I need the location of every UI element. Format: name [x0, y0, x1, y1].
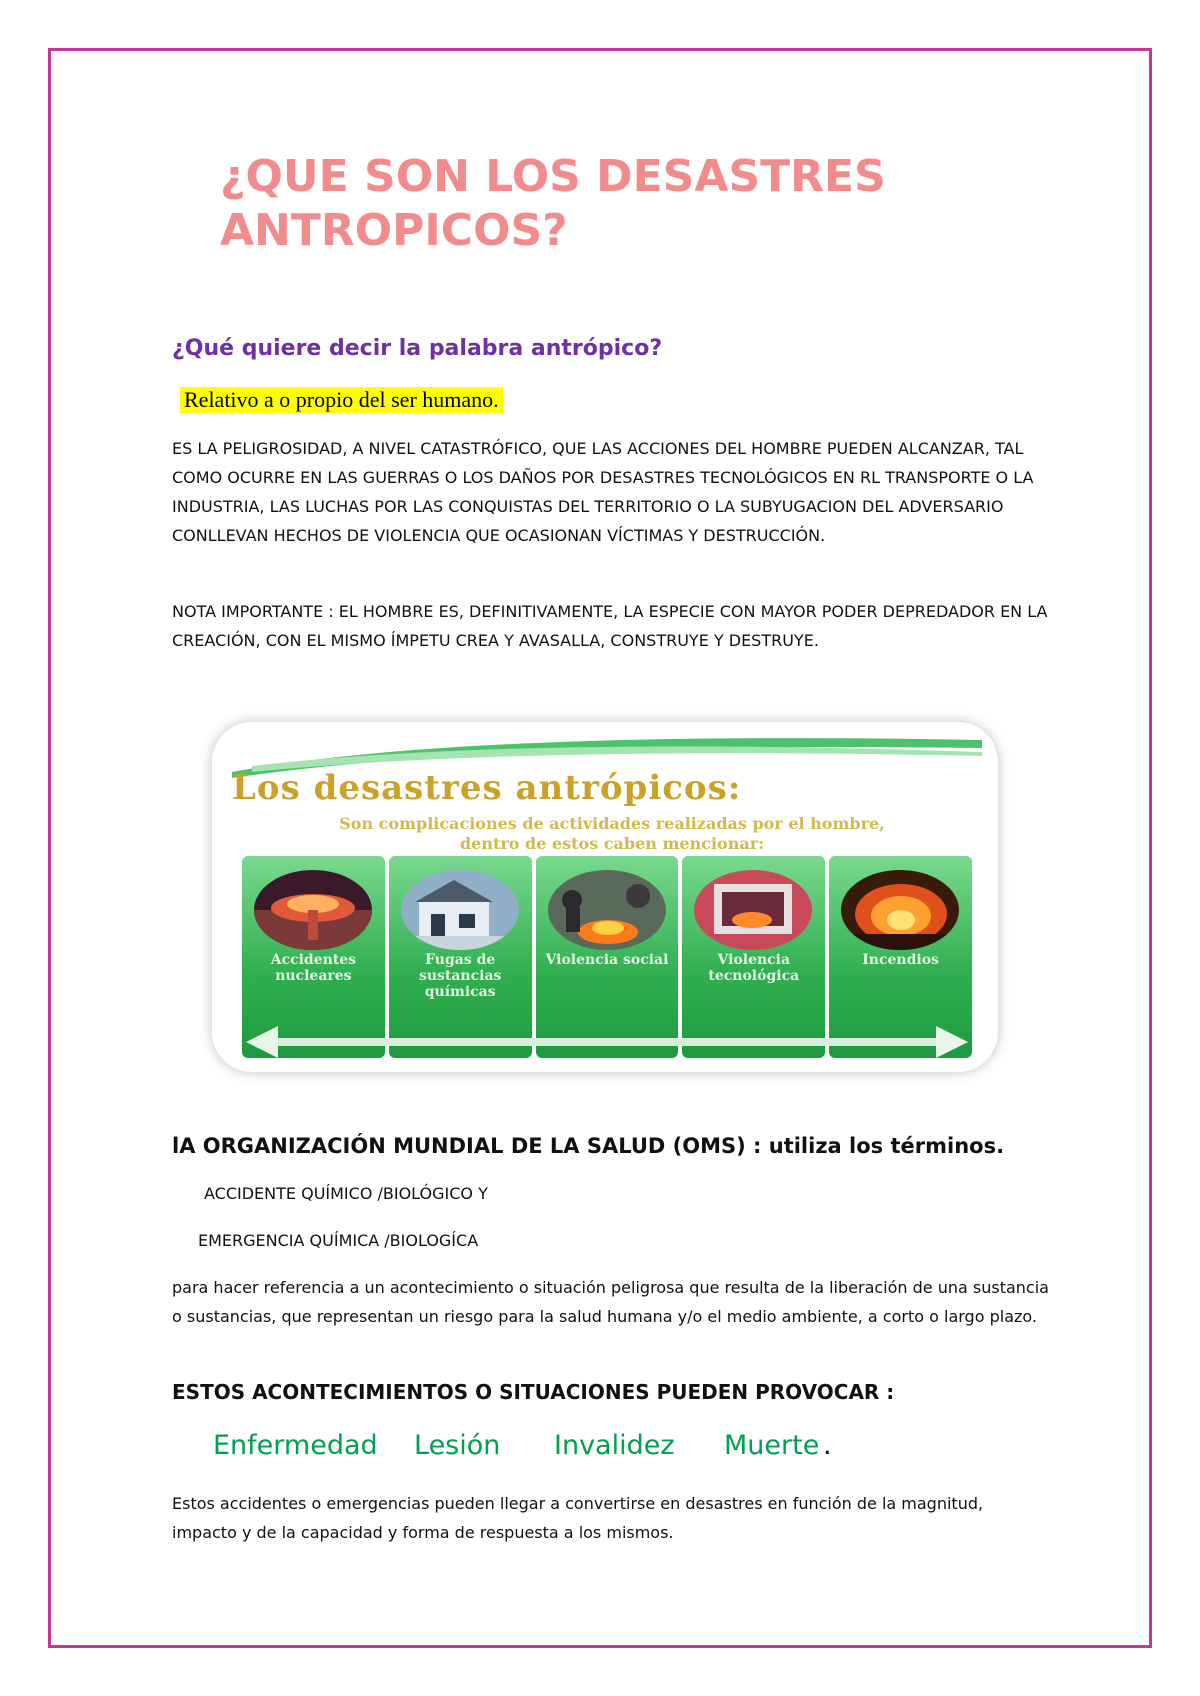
paragraph-nota-importante: NOTA IMPORTANTE : EL HOMBRE ES, DEFINITIVAMENTE, LA ESPECIE CON MAYOR PODER DEPREDADOR EN LA CREACIÓN, CON EL MISMO ÍMPETU CREA Y AVASALLA, CONSTRUYE Y DESTRUYE. [172, 602, 1048, 650]
term-emergencia: EMERGENCIA QUÍMICA /BIOLOGÍCA [198, 1231, 479, 1250]
panel-label: Incendios [862, 952, 939, 968]
nuclear-explosion-image [254, 870, 372, 950]
effects-period: . [823, 1430, 832, 1461]
social-violence-image [548, 870, 666, 950]
panel-label: Violencia social [545, 952, 669, 968]
provocar-heading: ESTOS ACONTECIMIENTOS O SITUACIONES PUEDEN PROVOCAR : [172, 1380, 895, 1404]
effect-enfermedad: Enfermedad [213, 1430, 378, 1461]
tech-violence-image [694, 870, 812, 950]
effect-muerte: Muerte [724, 1430, 820, 1461]
highlighted-definition: Relativo a o propio del ser humano. [180, 387, 503, 413]
question-heading: ¿Qué quiere decir la palabra antrópico? [172, 336, 663, 361]
effect-lesion: Lesión [414, 1430, 501, 1461]
panel-label: Accidentes nucleares [270, 952, 357, 984]
page-title: ¿QUE SON LOS DESASTRES ANTROPICOS? [220, 151, 886, 256]
paragraph-conclusion: Estos accidentes o emergencias pueden llegar a convertirse en desastres en función de la magnitud, impacto y de la capacidad y forma de respuesta a los mismos. [172, 1494, 984, 1542]
effect-invalidez: Invalidez [554, 1430, 675, 1461]
infographic-heading: Los desastres antrópicos: [232, 768, 742, 808]
paragraph-referencia: para hacer referencia a un acontecimiento o situación peligrosa que resulta de la liberación de una sustancia o sustancias, que representan un riesgo para la salud humana y/o el medio ambiente, a corto o largo plazo. [172, 1278, 1049, 1326]
oms-heading: lA ORGANIZACIÓN MUNDIAL DE LA SALUD (OMS) : utiliza los términos. [172, 1134, 1005, 1158]
panel-label: Violencia tecnológica [708, 952, 800, 984]
paragraph-peligrosidad: ES LA PELIGROSIDAD, A NIVEL CATASTRÓFICO, QUE LAS ACCIONES DEL HOMBRE PUEDEN ALCANZAR, TAL COMO OCURRE EN LAS GUERRAS O LOS DAÑOS POR DESASTRES TECNOLÓGICOS EN RL TRANSPORTE O LA INDUSTRIA, LAS LUCHAS POR LAS CONQUISTAS DEL TERRITORIO O LA SUBYUGACION DEL ADVERSARIO CONLLEVAN HECHOS DE VIOLENCIA QUE OCASIONAN VÍCTIMAS Y DESTRUCCIÓN. [172, 439, 1034, 545]
term-accidente: ACCIDENTE QUÍMICO /BIOLÓGICO Y [204, 1184, 488, 1203]
fire-image [841, 870, 959, 950]
infographic-desastres-antropicos [212, 722, 998, 1072]
infographic-subheading: Son complicaciones de actividades realizadas por el hombre, dentro de estos caben mencionar: [339, 814, 885, 853]
panel-label: Fugas de sustancias químicas [418, 952, 502, 1000]
double-arrow-icon [242, 1022, 972, 1062]
chemical-leak-image [401, 870, 519, 950]
